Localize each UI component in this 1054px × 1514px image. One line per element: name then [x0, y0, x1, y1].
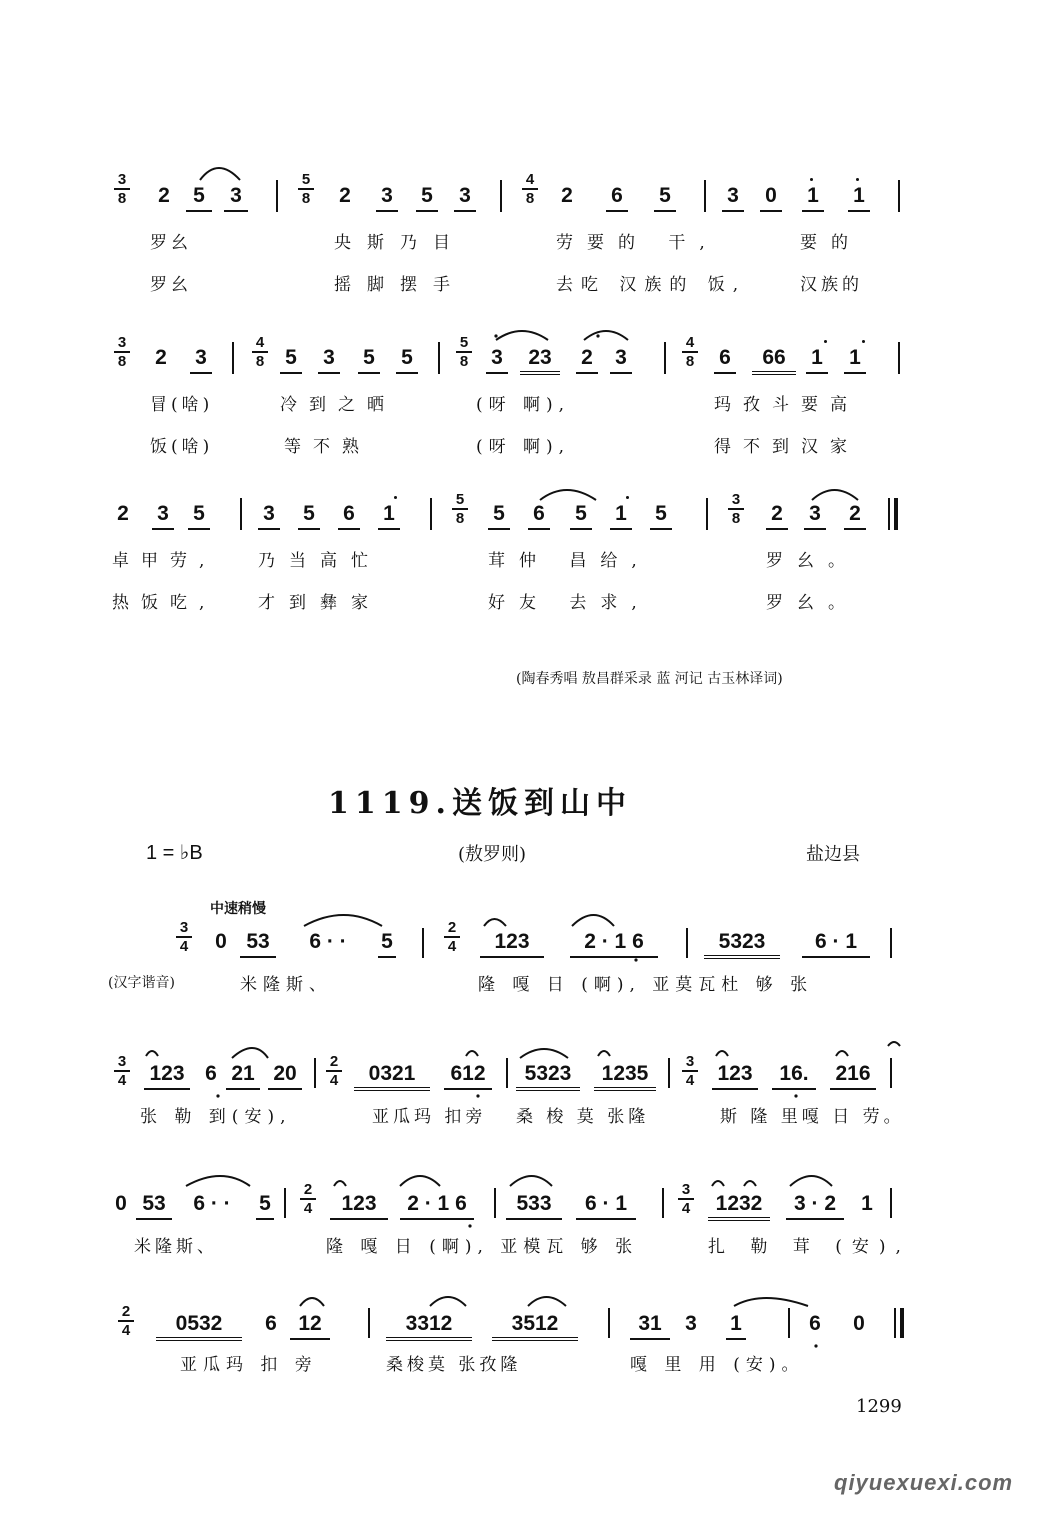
time-signature: 2 4	[326, 1054, 342, 1088]
lyric: 好友 去求,	[488, 593, 651, 613]
credits: (陶春秀唱 敖昌群采录 蓝 河记 古玉林译词)	[516, 671, 783, 687]
phonetic-note: (汉字谐音)	[108, 975, 175, 991]
time-signature: 3 4	[114, 1054, 130, 1088]
time-signature: 2 4	[118, 1304, 134, 1338]
measure-notes: 533 6 · 1	[506, 1192, 636, 1220]
measure-notes: 6 0	[809, 1312, 865, 1335]
measure-notes: 2 3 5	[112, 502, 210, 530]
measure-notes: 0321 612	[354, 1062, 492, 1091]
page-number: 1299	[856, 1396, 902, 1417]
lyric: 罗幺	[150, 233, 192, 253]
subtitle: (敖罗则)	[458, 844, 527, 865]
measure-notes: 6 66 1 1	[714, 346, 866, 375]
lyric: 嘎 里 用 (安)。	[630, 1355, 805, 1375]
lyric: 饭(啥)	[150, 437, 214, 457]
measure-notes: 1232 3 · 2 1	[708, 1192, 876, 1221]
time-signature: 3 8	[114, 172, 130, 206]
lyric: 劳要的 干,	[556, 233, 719, 253]
time-signature: 3 8	[728, 492, 744, 526]
time-signature: 5 8	[298, 172, 314, 206]
lyric: 冒(啥)	[150, 395, 214, 415]
lyric: 冷到之晒	[280, 395, 396, 415]
lyric: 桑 梭 莫 张隆	[516, 1107, 650, 1127]
tempo-marking: 中速稍慢	[210, 901, 266, 917]
lyric: 扎 勒 茸 (安),	[708, 1237, 911, 1257]
lyric: (呀 啊),	[476, 437, 571, 457]
lyric: 罗幺。	[766, 593, 859, 613]
lyric: 隆 嘎 日 (啊), 亚模瓦 够 张	[326, 1237, 639, 1257]
lyric: (呀 啊),	[476, 395, 571, 415]
lyric: 等不熟	[284, 437, 371, 457]
measure-notes: 2 3 2	[766, 502, 866, 530]
time-signature: 3 8	[114, 335, 130, 369]
lyric: 张 勒 到(安),	[140, 1107, 292, 1127]
lyric: 米隆斯、	[134, 1237, 218, 1257]
measure-notes: 31 3 1	[630, 1312, 746, 1340]
time-signature: 5 8	[456, 335, 472, 369]
lyric: 斯 隆 里嘎 日 劳。	[720, 1107, 905, 1127]
measure-notes: 5 3 5 5	[280, 346, 418, 374]
lyric: 乃当高忙	[258, 551, 382, 571]
lyric: 茸仲 昌给,	[488, 551, 651, 571]
lyric: 去吃 汉族的 饭,	[556, 275, 747, 295]
measure-notes: 123 2 · 1 6	[480, 930, 658, 958]
time-signature: 2 4	[300, 1182, 316, 1216]
lyric: 桑梭莫 张孜隆	[386, 1355, 522, 1375]
lyric: 央斯乃目	[334, 233, 466, 253]
time-signature: 3 4	[678, 1182, 694, 1216]
measure-notes: 0 53 6 · · 5	[112, 1192, 274, 1220]
time-signature: 4 8	[682, 335, 698, 369]
measure-notes: 3 0 1 1	[722, 184, 870, 212]
lyric: 罗幺	[150, 275, 192, 295]
measure-notes: 5323 6 · 1	[704, 930, 870, 959]
time-signature: 5 8	[452, 492, 468, 526]
lyric: 玛孜斗要高	[714, 395, 859, 415]
measure-notes: 2 6 5	[556, 184, 676, 212]
lyric: 卓甲劳,	[112, 551, 217, 571]
watermark: qiyuexuexi.com	[834, 1470, 1014, 1495]
measure-notes: 3 5 6 1	[258, 502, 400, 530]
key-signature: 1 = ♭B	[146, 842, 203, 864]
measure-notes: 3312 3512	[386, 1312, 578, 1341]
time-signature: 4 8	[522, 172, 538, 206]
time-signature: 3 4	[176, 920, 192, 954]
page-title: 1119.送饭到山中	[328, 786, 632, 821]
time-signature: 2 4	[444, 920, 460, 954]
lyric: 亚瓜玛 扣 旁	[180, 1355, 318, 1375]
measure-notes: 2 3	[150, 346, 212, 374]
measure-notes: 0 53 6 · · 5	[212, 930, 396, 958]
measure-notes: 123 16. 216	[712, 1062, 876, 1090]
measure-notes: 123 2 · 1 6	[330, 1192, 474, 1220]
measure-notes: 0532 6 12	[156, 1312, 330, 1341]
lyric: 隆 嘎 日 (啊), 亚莫瓦杜 够 张	[478, 975, 814, 995]
measure-notes: 5 6 5 1 5	[488, 502, 672, 530]
measure-notes: 5323 1235	[516, 1062, 656, 1091]
lyric: 热饭吃,	[112, 593, 217, 613]
time-signature: 4 8	[252, 335, 268, 369]
lyric: 汉族的	[800, 275, 863, 295]
lyric: 亚瓜玛 扣旁	[372, 1107, 487, 1127]
measure-notes: 2 5 3	[150, 184, 248, 212]
measure-notes: 123 6 21 20	[144, 1062, 302, 1090]
lyric: 要的	[800, 233, 862, 253]
lyric: 才到彝家	[258, 593, 382, 613]
region: 盐边县	[806, 844, 860, 865]
lyric: 得不到汉家	[714, 437, 859, 457]
measure-notes: 3 23 2 3	[486, 346, 632, 375]
lyric: 摇脚摆手	[334, 275, 466, 295]
measure-notes: 2 3 5 3	[334, 184, 476, 212]
lyric: 米隆斯、	[240, 975, 332, 995]
time-signature: 3 4	[682, 1054, 698, 1088]
lyric: 罗幺。	[766, 551, 859, 571]
